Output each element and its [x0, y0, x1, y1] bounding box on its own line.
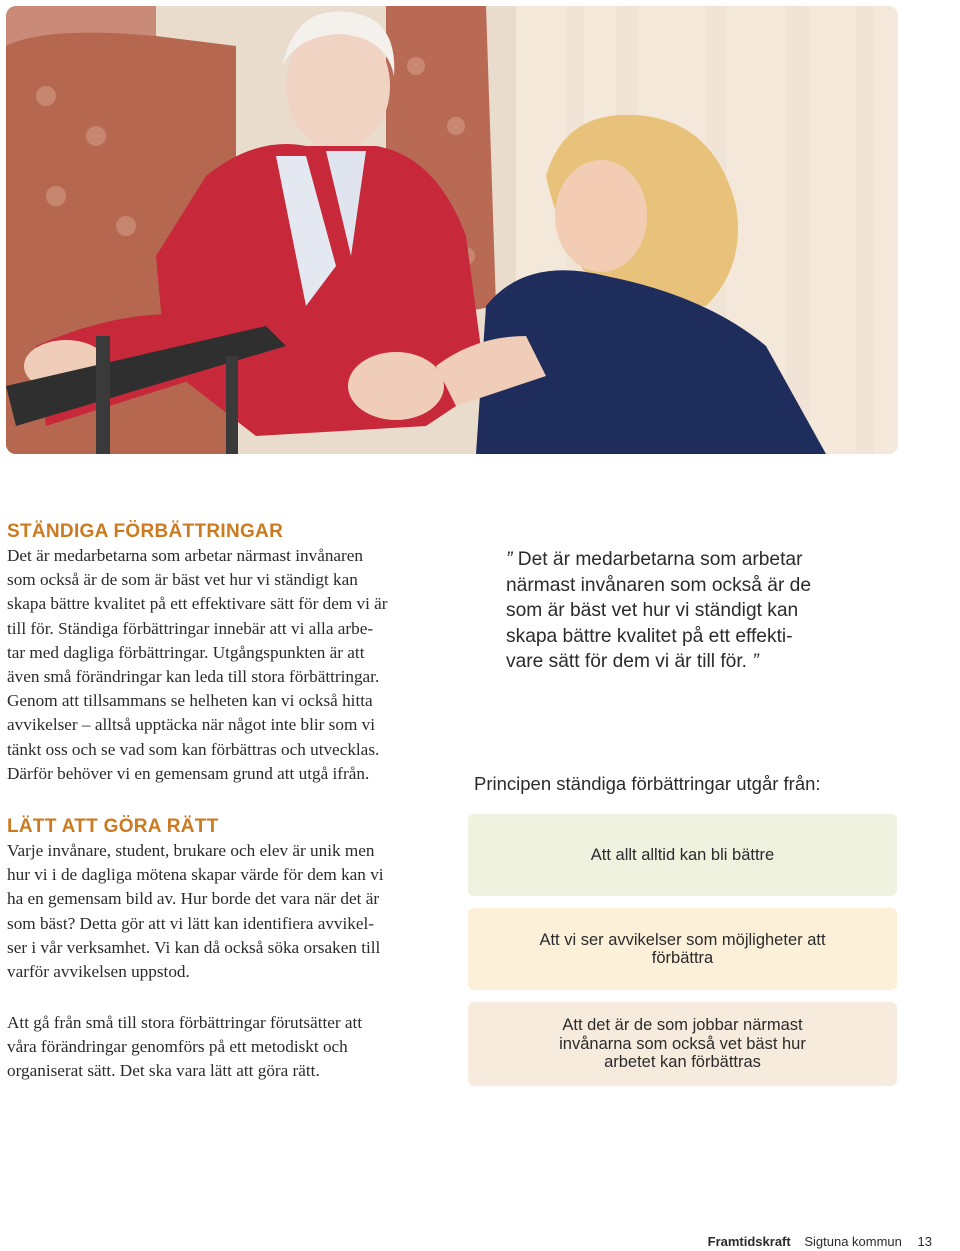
quote-open-mark: ”	[506, 549, 513, 570]
body-line: till för. Ständiga förbättringar innebär att vi alla arbe-	[7, 618, 374, 638]
page-number: 13	[917, 1234, 932, 1249]
section-body	[7, 839, 452, 984]
body-line: organiserat sätt. Det ska vara lätt att göra rätt.	[7, 1061, 320, 1081]
principle-text: Att det är de som jobbar närmast invånarna som också vet bäst hur arbetet kan förbättras	[559, 1016, 806, 1072]
body-line: ha en gemensam bild av. Hur borde det vara när det är	[7, 889, 380, 909]
body-line: Varje invånare, student, brukare och elev är unik men	[7, 841, 375, 860]
quote-line: Det är medarbetarna som arbetar	[517, 549, 803, 570]
principle-box	[468, 814, 897, 896]
quote-line: närmast invånaren som också är de	[506, 574, 812, 596]
body-line: Det är medarbetarna som arbetar närmast invånaren	[7, 546, 363, 565]
body-line: som bäst? Detta gör att vi lätt kan identifiera avvikel-	[7, 913, 375, 933]
body-line: avvikelser – alltså upptäcka när något inte blir som vi	[7, 715, 375, 735]
quote-line: skapa bättre kvalitet på ett effekti-	[506, 625, 793, 647]
quote-line: som är bäst vet hur vi ständigt kan	[506, 600, 799, 622]
body-line: Därför behöver vi en gemensam grund att utgå ifrån.	[7, 763, 370, 783]
body-line: även små förändringar kan leda till stora förbättringar.	[7, 667, 380, 687]
principle-box	[468, 1002, 897, 1086]
hero-photo	[6, 6, 898, 454]
principle-text: Att vi ser avvikelser som möjligheter att förbättra	[539, 930, 826, 967]
body-line: våra förändringar genomförs på ett metodiskt och	[7, 1037, 348, 1057]
page-footer	[708, 1234, 932, 1249]
principle-box	[468, 908, 897, 990]
body-line: tar med dagliga förbättringar. Utgångspunkten är att	[7, 642, 365, 662]
photo-illustration	[6, 6, 898, 454]
section-body	[7, 1011, 452, 1084]
section-body	[7, 544, 452, 786]
footer-brand: Framtidskraft	[707, 1234, 791, 1249]
footer-organization: Sigtuna kommun	[804, 1234, 902, 1249]
body-line: varför avvikelsen uppstod.	[7, 962, 190, 982]
section-standiga-forbattringar	[7, 520, 452, 786]
body-line: Genom att tillsammans se helheten kan vi också hitta	[7, 691, 373, 711]
body-line: hur vi i de dagliga mötena skapar värde för dem kan vi	[7, 865, 384, 885]
body-line: som också är de som är bäst vet hur vi ständigt kan	[7, 570, 358, 590]
principles-title: Principen ständiga förbättringar utgår från:	[474, 773, 821, 794]
section-closing-paragraph	[7, 1011, 452, 1084]
section-heading: LÄTT ATT GÖRA RÄTT	[7, 816, 219, 837]
body-line: skapa bättre kvalitet på ett effektivare sätt för dem vi är	[7, 594, 388, 614]
section-heading: STÄNDIGA FÖRBÄTTRINGAR	[7, 521, 284, 542]
principle-text: Att allt alltid kan bli bättre	[590, 845, 775, 864]
quote-close-mark: ”	[752, 651, 759, 673]
body-line: Att gå från små till stora förbättringar förutsätter att	[7, 1013, 363, 1032]
body-line: ser i vår verksamhet. Vi kan då också söka orsaken till	[7, 937, 381, 957]
pull-quote	[506, 547, 866, 675]
body-line: tänkt oss och se vad som kan förbättras och utvecklas.	[7, 739, 380, 759]
quote-line: vare sätt för dem vi är till för.	[506, 651, 747, 673]
section-latt-att-gora-ratt	[7, 815, 452, 984]
